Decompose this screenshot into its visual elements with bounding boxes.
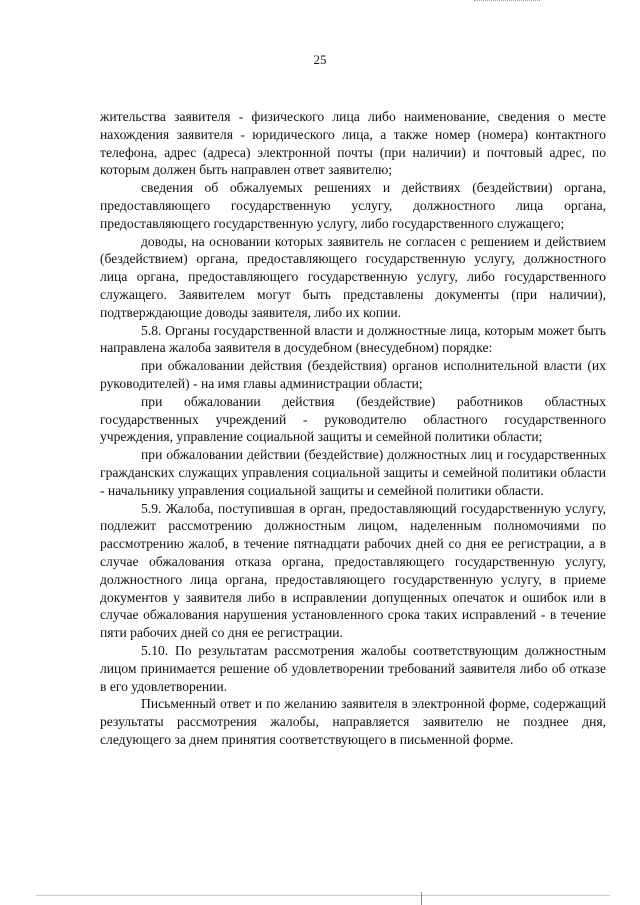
paragraph: при обжаловании действия (бездействия) органов исполнительной власти (их руководителей) - на имя главы администрации области; (100, 358, 606, 391)
paragraph-continuation: жительства заявителя - физического лица либо наименование, сведения о месте нахождения заявителя - юридического лица, а также номер (номера) контактного телефона, адрес (адреса) электронной почты (при наличии) и почтовый адрес, по которым должен быть направлен ответ заявителю; (100, 109, 606, 178)
scan-artifact-bottom-tick (421, 892, 422, 905)
paragraph: сведения об обжалуемых решениях и действиях (бездействии) органа, предоставляющего государственную услугу, должностного лица органа, предоставляющего государственную услугу, либо государственного служащего; (100, 180, 606, 231)
scan-artifact-bottom-line (36, 895, 610, 896)
paragraph-section-5-10: 5.10. По результатам рассмотрения жалобы соответствующим должностным лицом принимается решение об удовлетворении требований заявителя либо об отказе в его удовлетворении. (100, 642, 606, 694)
paragraph-section-5-9: 5.9. Жалоба, поступившая в орган, предоставляющий государственную услугу, подлежит рассмотрению должностным лицом, наделенным полномочиями по рассмотрению жалоб, в течение пятнадцати рабочих дней со дня ее регистрации, а в случае обжалования отказа органа, предоставляющего государственную услугу, должностного лица органа, предоставляющего государственную услугу, в приеме документов у заявителя либо в исправлении допущенных опечаток и ошибок или в случае обжалования нарушения установленного срока таких исправлений - в течение пяти рабочих дней со дня ее регистрации. (100, 500, 606, 641)
paragraph: при обжаловании действия (бездействие) работников областных государственных учреждений - руководителю областного государственного учреждения, управление социальной защиты и семейной политики области; (100, 393, 606, 445)
paragraph: Письменный ответ и по желанию заявителя в электронной форме, содержащий результаты рассмотрения жалобы, направляется заявителю не позднее дня, следующего за днем принятия соответствующего в письменной форме. (100, 696, 606, 747)
paragraph: при обжаловании действии (бездействие) должностных лиц и государственных гражданских служащих управления социальной защиты и семейной политики области - начальнику управления социальной защиты и семейной политики области. (100, 447, 606, 498)
scan-artifact-top (474, 0, 540, 4)
document-body (100, 108, 606, 749)
page-number: 25 (313, 52, 327, 67)
paragraph: доводы, на основании которых заявитель не согласен с решением и действием (бездействием) органа, предоставляющего государственную услугу, должностного лица органа, предоставляющего государственную услугу, либо государственного служащего. Заявителем могут быть представлены документы (при наличии), подтверждающие доводы заявителя, либо их копии. (100, 233, 606, 320)
paragraph-section-5-8: 5.8. Органы государственной власти и должностные лица, которым может быть направлена жалоба заявителя в досудебном (внесудебном) порядке: (100, 322, 606, 356)
